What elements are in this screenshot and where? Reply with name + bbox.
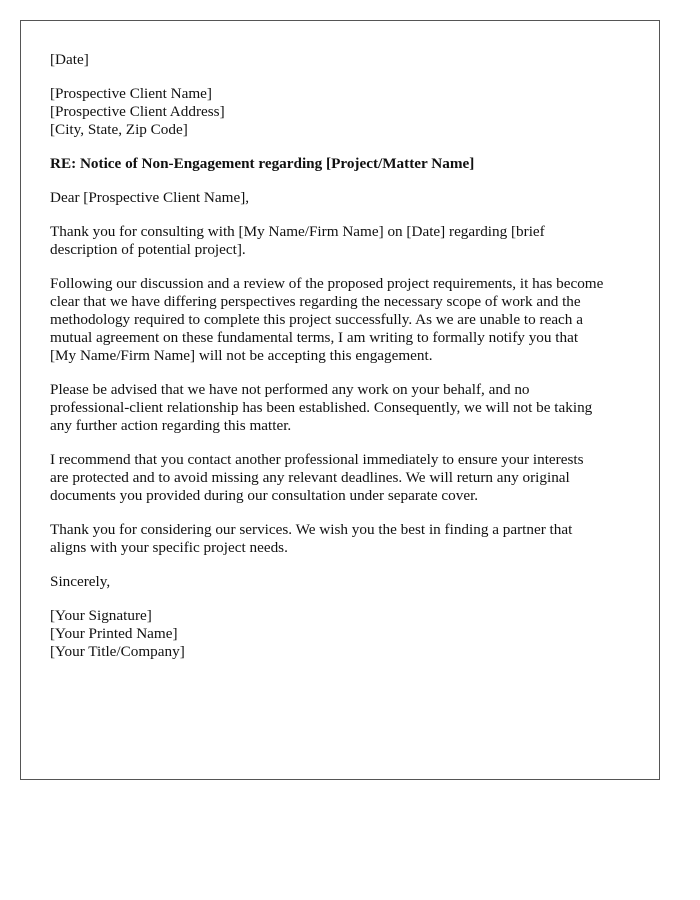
paragraph-2 [50,275,635,365]
signature-placeholder: [Your Signature] [50,607,152,624]
closing-block [50,573,635,591]
recipient-city-state-zip: [City, State, Zip Code] [50,121,188,138]
paragraph-line: I recommend that you contact another professional immediately to ensure your interests [50,451,584,468]
paragraph-line: Following our discussion and a review of the proposed project requirements, it has become [50,275,604,292]
printed-name: [Your Printed Name] [50,625,178,642]
paragraph-line: [My Name/Firm Name] will not be accepting this engagement. [50,347,433,364]
title-company: [Your Title/Company] [50,643,185,660]
subject-line: RE: Notice of Non-Engagement regarding [Project/Matter Name] [50,155,475,172]
paragraph-line: aligns with your specific project needs. [50,539,288,556]
paragraph-line: description of potential project]. [50,241,246,258]
closing: Sincerely, [50,573,111,590]
paragraph-line: Thank you for consulting with [My Name/Firm Name] on [Date] regarding [brief [50,223,545,240]
paragraph-line: mutual agreement on these fundamental terms, I am writing to formally notify you that [50,329,579,346]
paragraph-line: clear that we have differing perspectives regarding the necessary scope of work and the [50,293,581,310]
paragraph-3 [50,381,635,435]
date-block [50,51,635,69]
paragraph-line: are protected and to avoid missing any relevant deadlines. We will return any original [50,469,570,486]
paragraph-line: any further action regarding this matter. [50,417,292,434]
salutation: Dear [Prospective Client Name], [50,189,250,206]
signature-block [50,607,635,661]
paragraph-line: methodology required to complete this project successfully. As we are unable to reach a [50,311,583,328]
salutation-block [50,189,635,207]
paragraph-4 [50,451,635,505]
recipient-address: [Prospective Client Address] [50,103,225,120]
paragraph-1 [50,223,635,259]
recipient-name: [Prospective Client Name] [50,85,212,102]
paragraph-line: Thank you for considering our services. We wish you the best in finding a partner that [50,521,573,538]
paragraph-5 [50,521,635,557]
letter-page [20,20,660,780]
paragraph-line: documents you provided during our consultation under separate cover. [50,487,479,504]
paragraph-line: professional-client relationship has been established. Consequently, we will not be taking [50,399,593,416]
subject-block [50,155,635,173]
paragraph-line: Please be advised that we have not performed any work on your behalf, and no [50,381,530,398]
recipient-address-block [50,85,635,139]
letter-date: [Date] [50,51,89,68]
